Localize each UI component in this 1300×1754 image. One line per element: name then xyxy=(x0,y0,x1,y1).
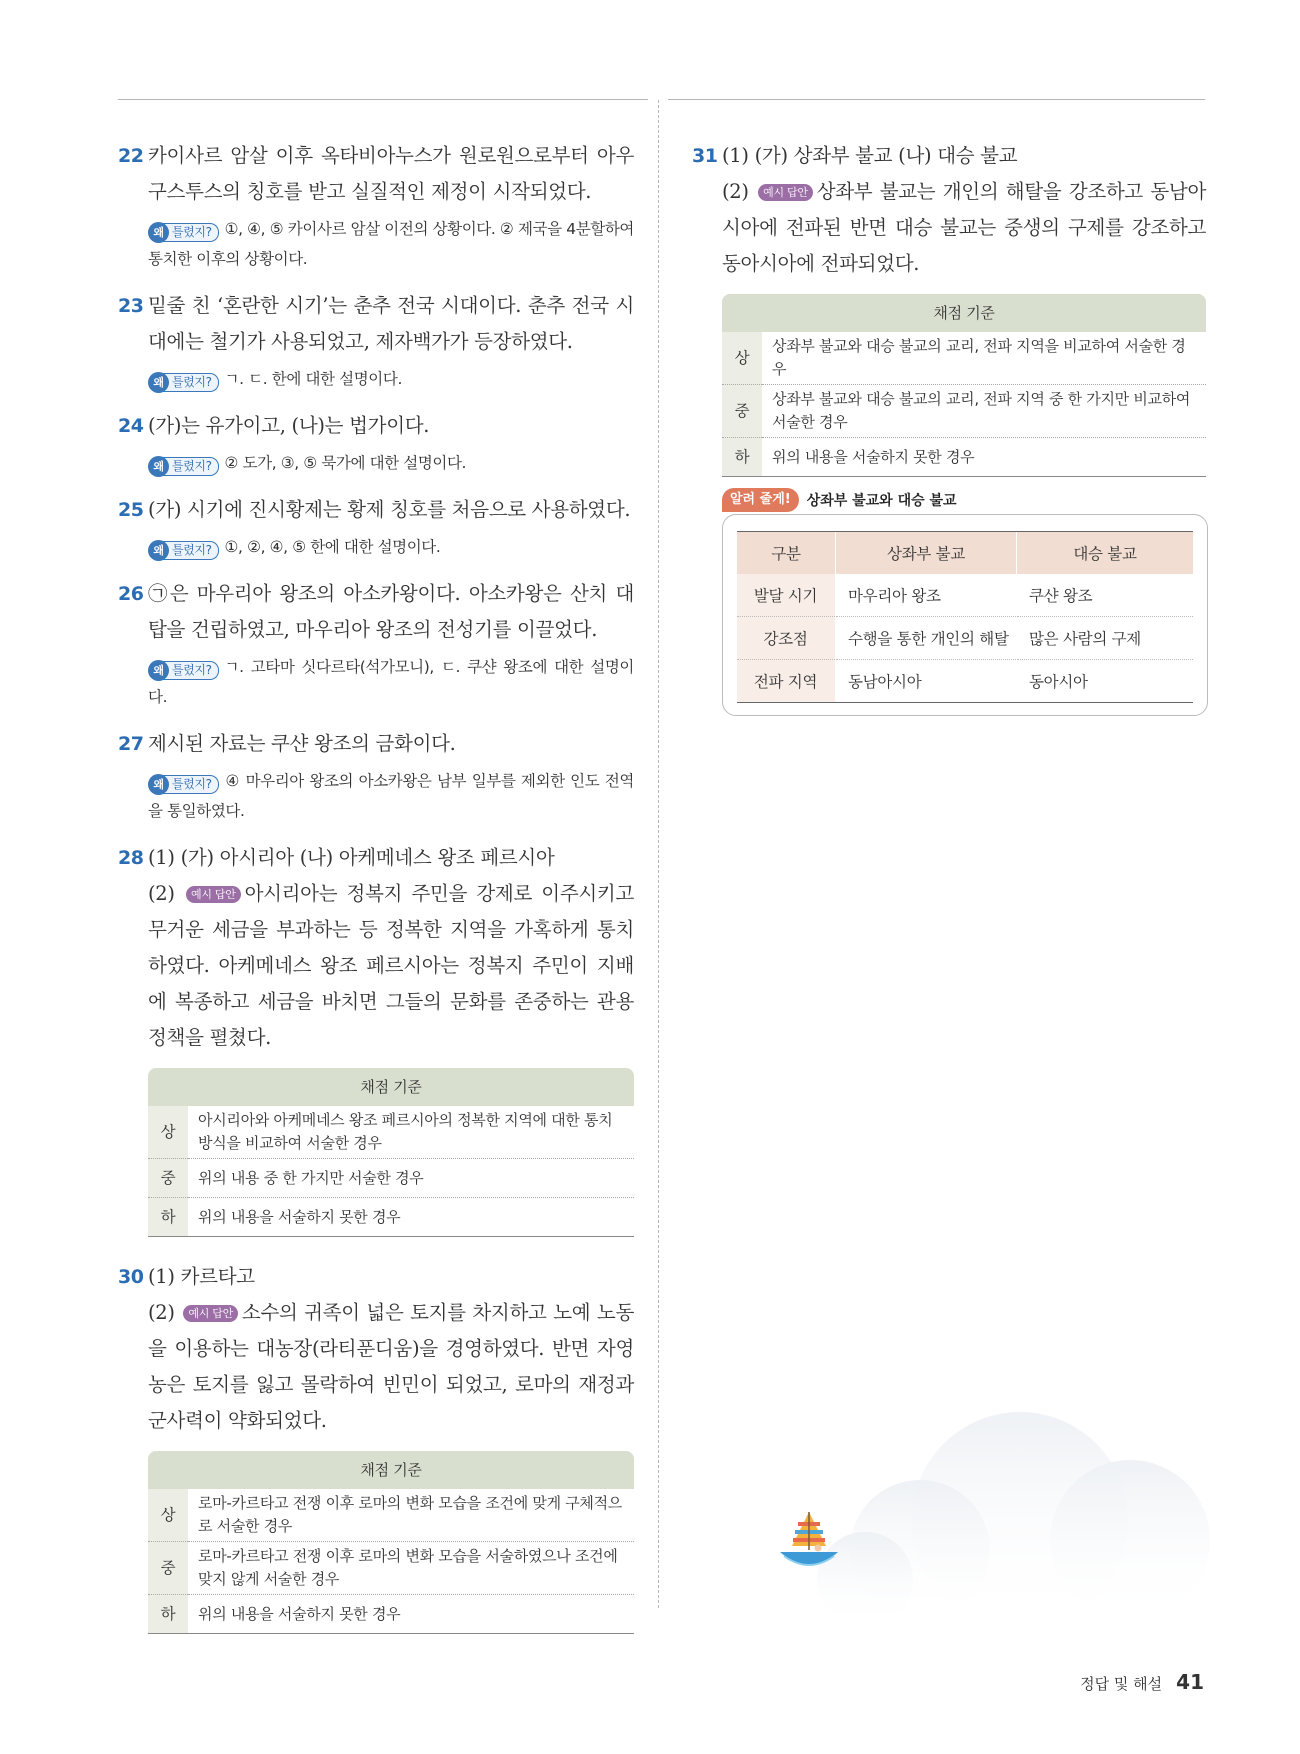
why-wrong-note xyxy=(148,364,634,394)
tip-title: 상좌부 불교와 대승 불교 xyxy=(806,493,957,509)
answer-text: 제시된 자료는 쿠샨 왕조의 금화이다. xyxy=(148,732,456,755)
answer-text: (가)는 유가이고, (나)는 법가이다. xyxy=(148,414,430,437)
why-wrong-badge: 왜 틀렸지? xyxy=(148,775,219,794)
rubric-title: 채점 기준 xyxy=(722,294,1206,332)
table-row xyxy=(737,660,1193,703)
answer-text: ㉠은 마우리아 왕조의 아소카왕이다. 아소카왕은 산치 대탑을 건립하였고, 마우리아 왕조의 전성기를 이끌었다. xyxy=(148,582,634,641)
rubric-text: 위의 내용을 서술하지 못한 경우 xyxy=(188,1198,634,1237)
table-header: 구분 xyxy=(737,532,836,575)
table-cell: 발달 시기 xyxy=(737,574,836,617)
table-cell: 동아시아 xyxy=(1017,660,1194,703)
answer-text: 카이사르 암살 이후 옥타비아누스가 원로원으로부터 아우구스투스의 칭호를 받고 실질적인 제정이 시작되었다. xyxy=(148,144,634,203)
table-cell: 동남아시아 xyxy=(836,660,1017,703)
answer-part2: (2) 예시 답안 아시리아는 정복지 주민을 강제로 이주시키고 무거운 세금을 부과하는 등 정복한 지역을 가혹하게 통치하였다. 아케메네스 왕조 페르시아는 정복지 주민이 지배에 복종하고 세금을 바치면 그들의 문화를 존중하는 관용 정책을 펼쳤다. xyxy=(148,882,634,1049)
question-27 xyxy=(118,726,634,826)
tip-label-badge: 알려 줄게! xyxy=(722,488,799,512)
question-number: 27 xyxy=(118,733,144,755)
rubric-level: 중 xyxy=(722,385,762,438)
table-row xyxy=(737,617,1193,660)
top-rule-right xyxy=(668,99,1205,100)
why-wrong-note xyxy=(148,532,634,562)
table-row xyxy=(737,574,1193,617)
question-number: 25 xyxy=(118,499,144,521)
scoring-rubric xyxy=(148,1068,634,1237)
table-cell: 많은 사람의 구제 xyxy=(1017,617,1194,660)
answer-part2: (2) 예시 답안 상좌부 불교는 개인의 해탈을 강조하고 동남아시아에 전파된 반면 대승 불교는 중생의 구제를 강조하고 동아시아에 전파되었다. xyxy=(722,180,1207,275)
example-answer-badge: 예시 답안 xyxy=(186,886,241,903)
question-31 xyxy=(692,138,1206,477)
question-30 xyxy=(118,1259,634,1634)
why-wrong-note xyxy=(148,766,634,826)
rubric-level: 상 xyxy=(722,332,762,385)
answer-part2: (2) 예시 답안 소수의 귀족이 넓은 토지를 차지하고 노예 노동을 이용하는 대농장(라티푼디움)을 경영하였다. 반면 자영농은 토지를 잃고 몰락하여 빈민이 되었고, 로마의 재정과 군사력이 약화되었다. xyxy=(148,1301,634,1432)
why-wrong-text: ② 도가, ③, ⑤ 묵가에 대한 설명이다. xyxy=(224,454,467,472)
answer-part1: (1) (가) 아시리아 (나) 아케메네스 왕조 페르시아 xyxy=(148,846,555,869)
question-number: 30 xyxy=(118,1266,144,1288)
question-number: 23 xyxy=(118,295,144,317)
rubric-level: 상 xyxy=(148,1106,188,1159)
question-26 xyxy=(118,576,634,712)
table-cell: 강조점 xyxy=(737,617,836,660)
why-wrong-badge: 왜 틀렸지? xyxy=(148,541,219,560)
why-wrong-text: ㄱ. 고타마 싯다르타(석가모니), ㄷ. 쿠샨 왕조에 대한 설명이다. xyxy=(148,658,634,706)
why-wrong-badge: 왜 틀렸지? xyxy=(148,223,219,242)
scoring-rubric xyxy=(148,1451,634,1634)
tip-box xyxy=(722,514,1208,716)
right-column xyxy=(692,138,1206,477)
why-wrong-note xyxy=(148,448,634,478)
question-22 xyxy=(118,138,634,274)
answer-text: 밑줄 친 ‘혼란한 시기’는 춘추 전국 시대이다. 춘추 전국 시대에는 철기가 사용되었고, 제자백가가 등장하였다. xyxy=(148,294,634,353)
page-number: 41 xyxy=(1176,1670,1204,1694)
rubric-title: 채점 기준 xyxy=(148,1451,634,1489)
table-cell: 전파 지역 xyxy=(737,660,836,703)
why-wrong-note xyxy=(148,214,634,274)
top-rule-left xyxy=(118,99,648,100)
question-number: 28 xyxy=(118,847,144,869)
why-wrong-badge: 왜 틀렸지? xyxy=(148,457,219,476)
why-wrong-text: ㄱ. ㄷ. 한에 대한 설명이다. xyxy=(224,370,402,388)
page-footer xyxy=(1080,1670,1204,1694)
rubric-level: 중 xyxy=(148,1542,188,1595)
comparison-table xyxy=(737,531,1193,703)
tip-header xyxy=(722,488,957,512)
rubric-level: 하 xyxy=(722,438,762,477)
question-24 xyxy=(118,408,634,478)
why-wrong-text: ①, ④, ⑤ 카이사르 암살 이전의 상황이다. ② 제국을 4분할하여 통치한 이후의 상황이다. xyxy=(148,220,634,268)
answer-text: (가) 시기에 진시황제는 황제 칭호를 처음으로 사용하였다. xyxy=(148,498,631,521)
answer-part1: (1) (가) 상좌부 불교 (나) 대승 불교 xyxy=(722,144,1018,167)
table-cell: 수행을 통한 개인의 해탈 xyxy=(836,617,1017,660)
rubric-level: 상 xyxy=(148,1489,188,1542)
example-answer-badge: 예시 답안 xyxy=(758,184,813,201)
rubric-text: 상좌부 불교와 대승 불교의 교리, 전파 지역 중 한 가지만 비교하여 서술한 경우 xyxy=(762,385,1206,438)
scoring-rubric xyxy=(722,294,1206,477)
rubric-text: 로마-카르타고 전쟁 이후 로마의 변화 모습을 조건에 맞게 구체적으로 서술한 경우 xyxy=(188,1489,634,1542)
column-divider xyxy=(658,100,659,1608)
footer-label: 정답 및 해설 xyxy=(1080,1675,1163,1693)
why-wrong-badge: 왜 틀렸지? xyxy=(148,661,219,680)
rubric-text: 아시리아와 아케메네스 왕조 페르시아의 정복한 지역에 대한 통치 방식을 비교하여 서술한 경우 xyxy=(188,1106,634,1159)
question-number: 22 xyxy=(118,145,144,167)
question-number: 24 xyxy=(118,415,144,437)
why-wrong-badge: 왜 틀렸지? xyxy=(148,373,219,392)
question-25 xyxy=(118,492,634,562)
table-cell: 쿠샨 왕조 xyxy=(1017,574,1194,617)
rubric-level: 하 xyxy=(148,1595,188,1634)
rubric-text: 위의 내용을 서술하지 못한 경우 xyxy=(762,438,1206,477)
table-header: 대승 불교 xyxy=(1017,532,1194,575)
rubric-text: 상좌부 불교와 대승 불교의 교리, 전파 지역을 비교하여 서술한 경우 xyxy=(762,332,1206,385)
rubric-level: 중 xyxy=(148,1159,188,1198)
rubric-text: 위의 내용을 서술하지 못한 경우 xyxy=(188,1595,634,1634)
table-header: 상좌부 불교 xyxy=(836,532,1017,575)
table-cell: 마우리아 왕조 xyxy=(836,574,1017,617)
left-column xyxy=(118,138,634,1634)
why-wrong-text: ④ 마우리아 왕조의 아소카왕은 남부 일부를 제외한 인도 전역을 통일하였다. xyxy=(148,772,634,820)
rubric-text: 위의 내용 중 한 가지만 서술한 경우 xyxy=(188,1159,634,1198)
question-28 xyxy=(118,840,634,1237)
answer-part1: (1) 카르타고 xyxy=(148,1265,255,1288)
question-number: 31 xyxy=(692,145,718,167)
why-wrong-note xyxy=(148,652,634,712)
question-number: 26 xyxy=(118,583,144,605)
question-23 xyxy=(118,288,634,394)
rubric-title: 채점 기준 xyxy=(148,1068,634,1106)
example-answer-badge: 예시 답안 xyxy=(183,1305,238,1322)
why-wrong-text: ①, ②, ④, ⑤ 한에 대한 설명이다. xyxy=(224,538,441,556)
rubric-level: 하 xyxy=(148,1198,188,1237)
rubric-text: 로마-카르타고 전쟁 이후 로마의 변화 모습을 서술하였으나 조건에 맞지 않게 서술한 경우 xyxy=(188,1542,634,1595)
sailboat-icon xyxy=(774,1508,844,1578)
